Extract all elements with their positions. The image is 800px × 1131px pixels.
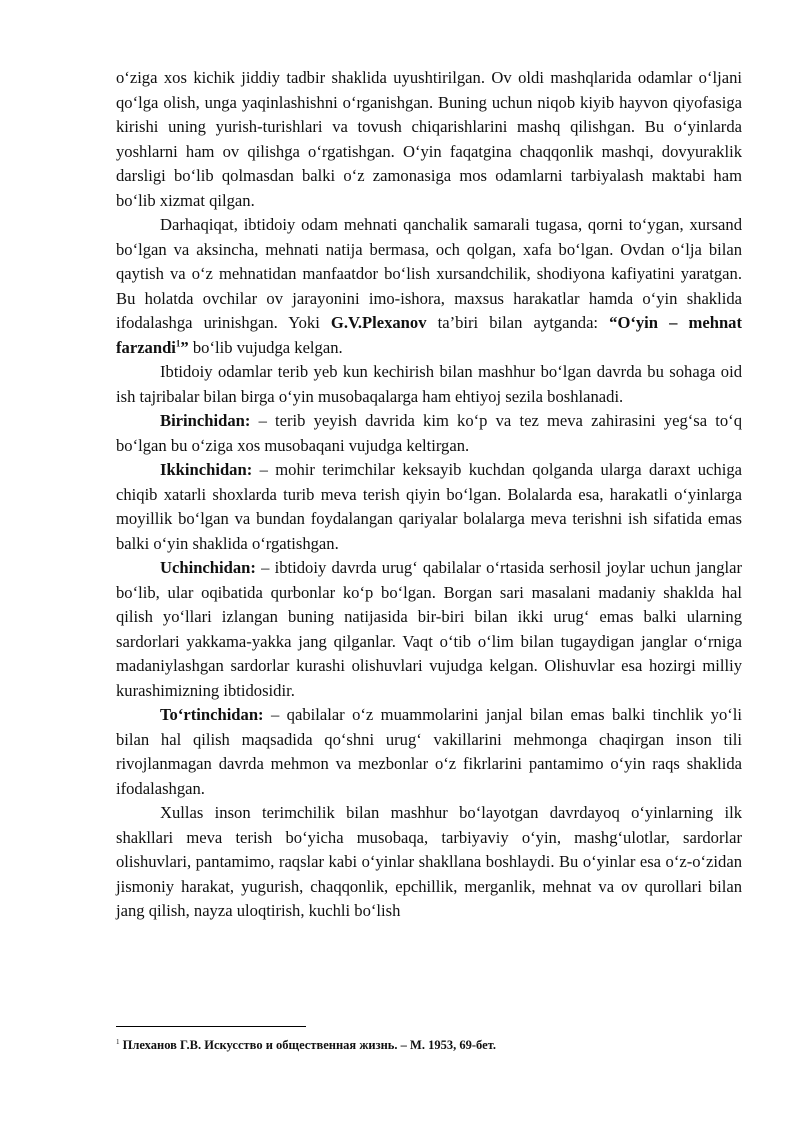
paragraph-text: – mohir terimchilar keksayib kuchdan qolganda ularga daraxt uchiga chiqib xatarli shoxlarda turib meva terish qiyin bo‘lgan. Bolalarda esa, harakatli o‘yinlarga moyillik bo‘lgan va bundan foydalangan qariyalar bolalarga meva terishni ish sifatida emas balki o‘yin shaklida o‘rgatishgan.	[116, 460, 742, 553]
paragraph	[116, 458, 742, 556]
quote-text: “O‘yin – mehnat farzandi	[116, 313, 742, 357]
footnote-text: Плеханов Г.В. Искусство и общественная жизнь. – М. 1953, 69-бет.	[122, 1038, 496, 1052]
paragraph-text: bo‘lib vujudga kelgan.	[192, 337, 343, 357]
footnote-divider	[116, 1026, 306, 1027]
author-name: G.V.Plexanov	[330, 313, 427, 332]
paragraph-label: To‘rtinchidan:	[160, 705, 264, 724]
paragraph	[116, 556, 742, 703]
paragraph-label: Uchinchidan:	[160, 558, 256, 577]
paragraph-text: – ibtidoiy davrda urug‘ qabilalar o‘rtasida serhosil joylar uchun janglar bo‘lib, ular oqibatida qurbonlar ko‘p bo‘lgan. Borgan sari masalani madaniy shaklda hal qilish yo‘llari izlangan buning natijasida bir-biri bilan ikki urug‘ emas balki ularning sardorlari yakkama-yakka jang qilganlar. Vaqt o‘tib o‘lim bilan tugaydigan janglar o‘rniga madaniylashgan sardorlar kurashi olishuvlari vujudga kelgan. Olishuvlar esa hozirgi milliy kurashimizning ibtidosidir.	[116, 558, 742, 700]
paragraph: o‘ziga xos kichik jiddiy tadbir shaklida uyushtirilgan. Ov oldi mashqlarida odamlar o‘ljani qo‘lga olish, unga yaqinlashishni o‘rganishgan. Buning uchun niqob kiyib hayvon qiyofasiga kirishi uning yurish-turishlari va tovush chiqarishlarini mashq qilishgan. Bu o‘yinlarda yoshlarni ham ov qilishga o‘rgatishgan. O‘yin faqatgina chaqqonlik mashqi, dovyuraklik darsligi bo‘lib qolmasdan balki o‘z zamonasiga mos odamlarni tarbiyalash maktabi ham bo‘lib xizmat qilgan.	[116, 68, 742, 210]
footnote-ref[interactable]: 1	[175, 337, 181, 348]
page-body	[116, 66, 742, 924]
paragraph-text: ta’biri bilan aytganda:	[437, 313, 599, 332]
footnote	[116, 1038, 742, 1053]
footnote-marker: 1	[116, 1037, 120, 1046]
paragraph-label: Birinchidan:	[160, 411, 251, 430]
paragraph-text: – terib yeyish davrida kim ko‘p va tez meva zahirasini yeg‘sa to‘q bo‘lgan bu o‘ziga xos musobaqani vujudga keltirgan.	[116, 411, 742, 455]
paragraph-text: Darhaqiqat, ibtidoiy odam mehnati qanchalik samarali tugasa, qorni to‘ygan, xursand bo‘lgan va aksincha, mehnati natija bermasa, och qolgan, xafa bo‘lgan. Ovdan o‘lja bilan qaytish va o‘z mehnatidan manfaatdor bo‘lish xursandchilik, shodiyona kafiyatini yaratgan. Bu holatda ovchilar ov jarayonini imo-ishora, maxsus harakatlar hamda o‘yin shaklida ifodalashga urinishgan. Yoki	[116, 215, 742, 332]
paragraph: Ibtidoiy odamlar terib yeb kun kechirish bilan mashhur bo‘lgan davrda bu sohaga oid ish tajribalar bilan birga o‘yin musobaqalarga ham ehtiyoj sezila boshlanadi.	[116, 362, 742, 406]
quote-close: ”	[180, 337, 189, 357]
paragraph-text: – qabilalar o‘z muammolarini janjal bilan emas balki tinchlik yo‘li bilan hal qilish maqsadida qo‘shni urug‘ vakillarini mehmonga chaqirgan inson tili rivojlanmagan davrda mehmon va mezbonlar o‘z fikrlarini pantamimo o‘yin raqs shaklida ifodalashgan.	[116, 705, 742, 798]
paragraph-label: Ikkinchidan:	[160, 460, 253, 479]
paragraph	[116, 213, 742, 360]
paragraph: Xullas inson terimchilik bilan mashhur bo‘layotgan davrdayoq o‘yinlarning ilk shakllari meva terish bo‘yicha musobaqa, tarbiyaviy o‘yin, mashg‘ulotlar, sardorlar olishuvlari, pantamimo, raqslar kabi o‘yinlar shakllana boshlaydi. Bu o‘yinlar esa o‘z-o‘zidan jismoniy harakat, yugurish, chaqqonlik, epchillik, merganlik, mehnat va ov qurollari bilan jang qilish, nayza uloqtirish, kuchli bo‘lish	[116, 803, 742, 920]
paragraph	[116, 703, 742, 801]
paragraph	[116, 409, 742, 458]
